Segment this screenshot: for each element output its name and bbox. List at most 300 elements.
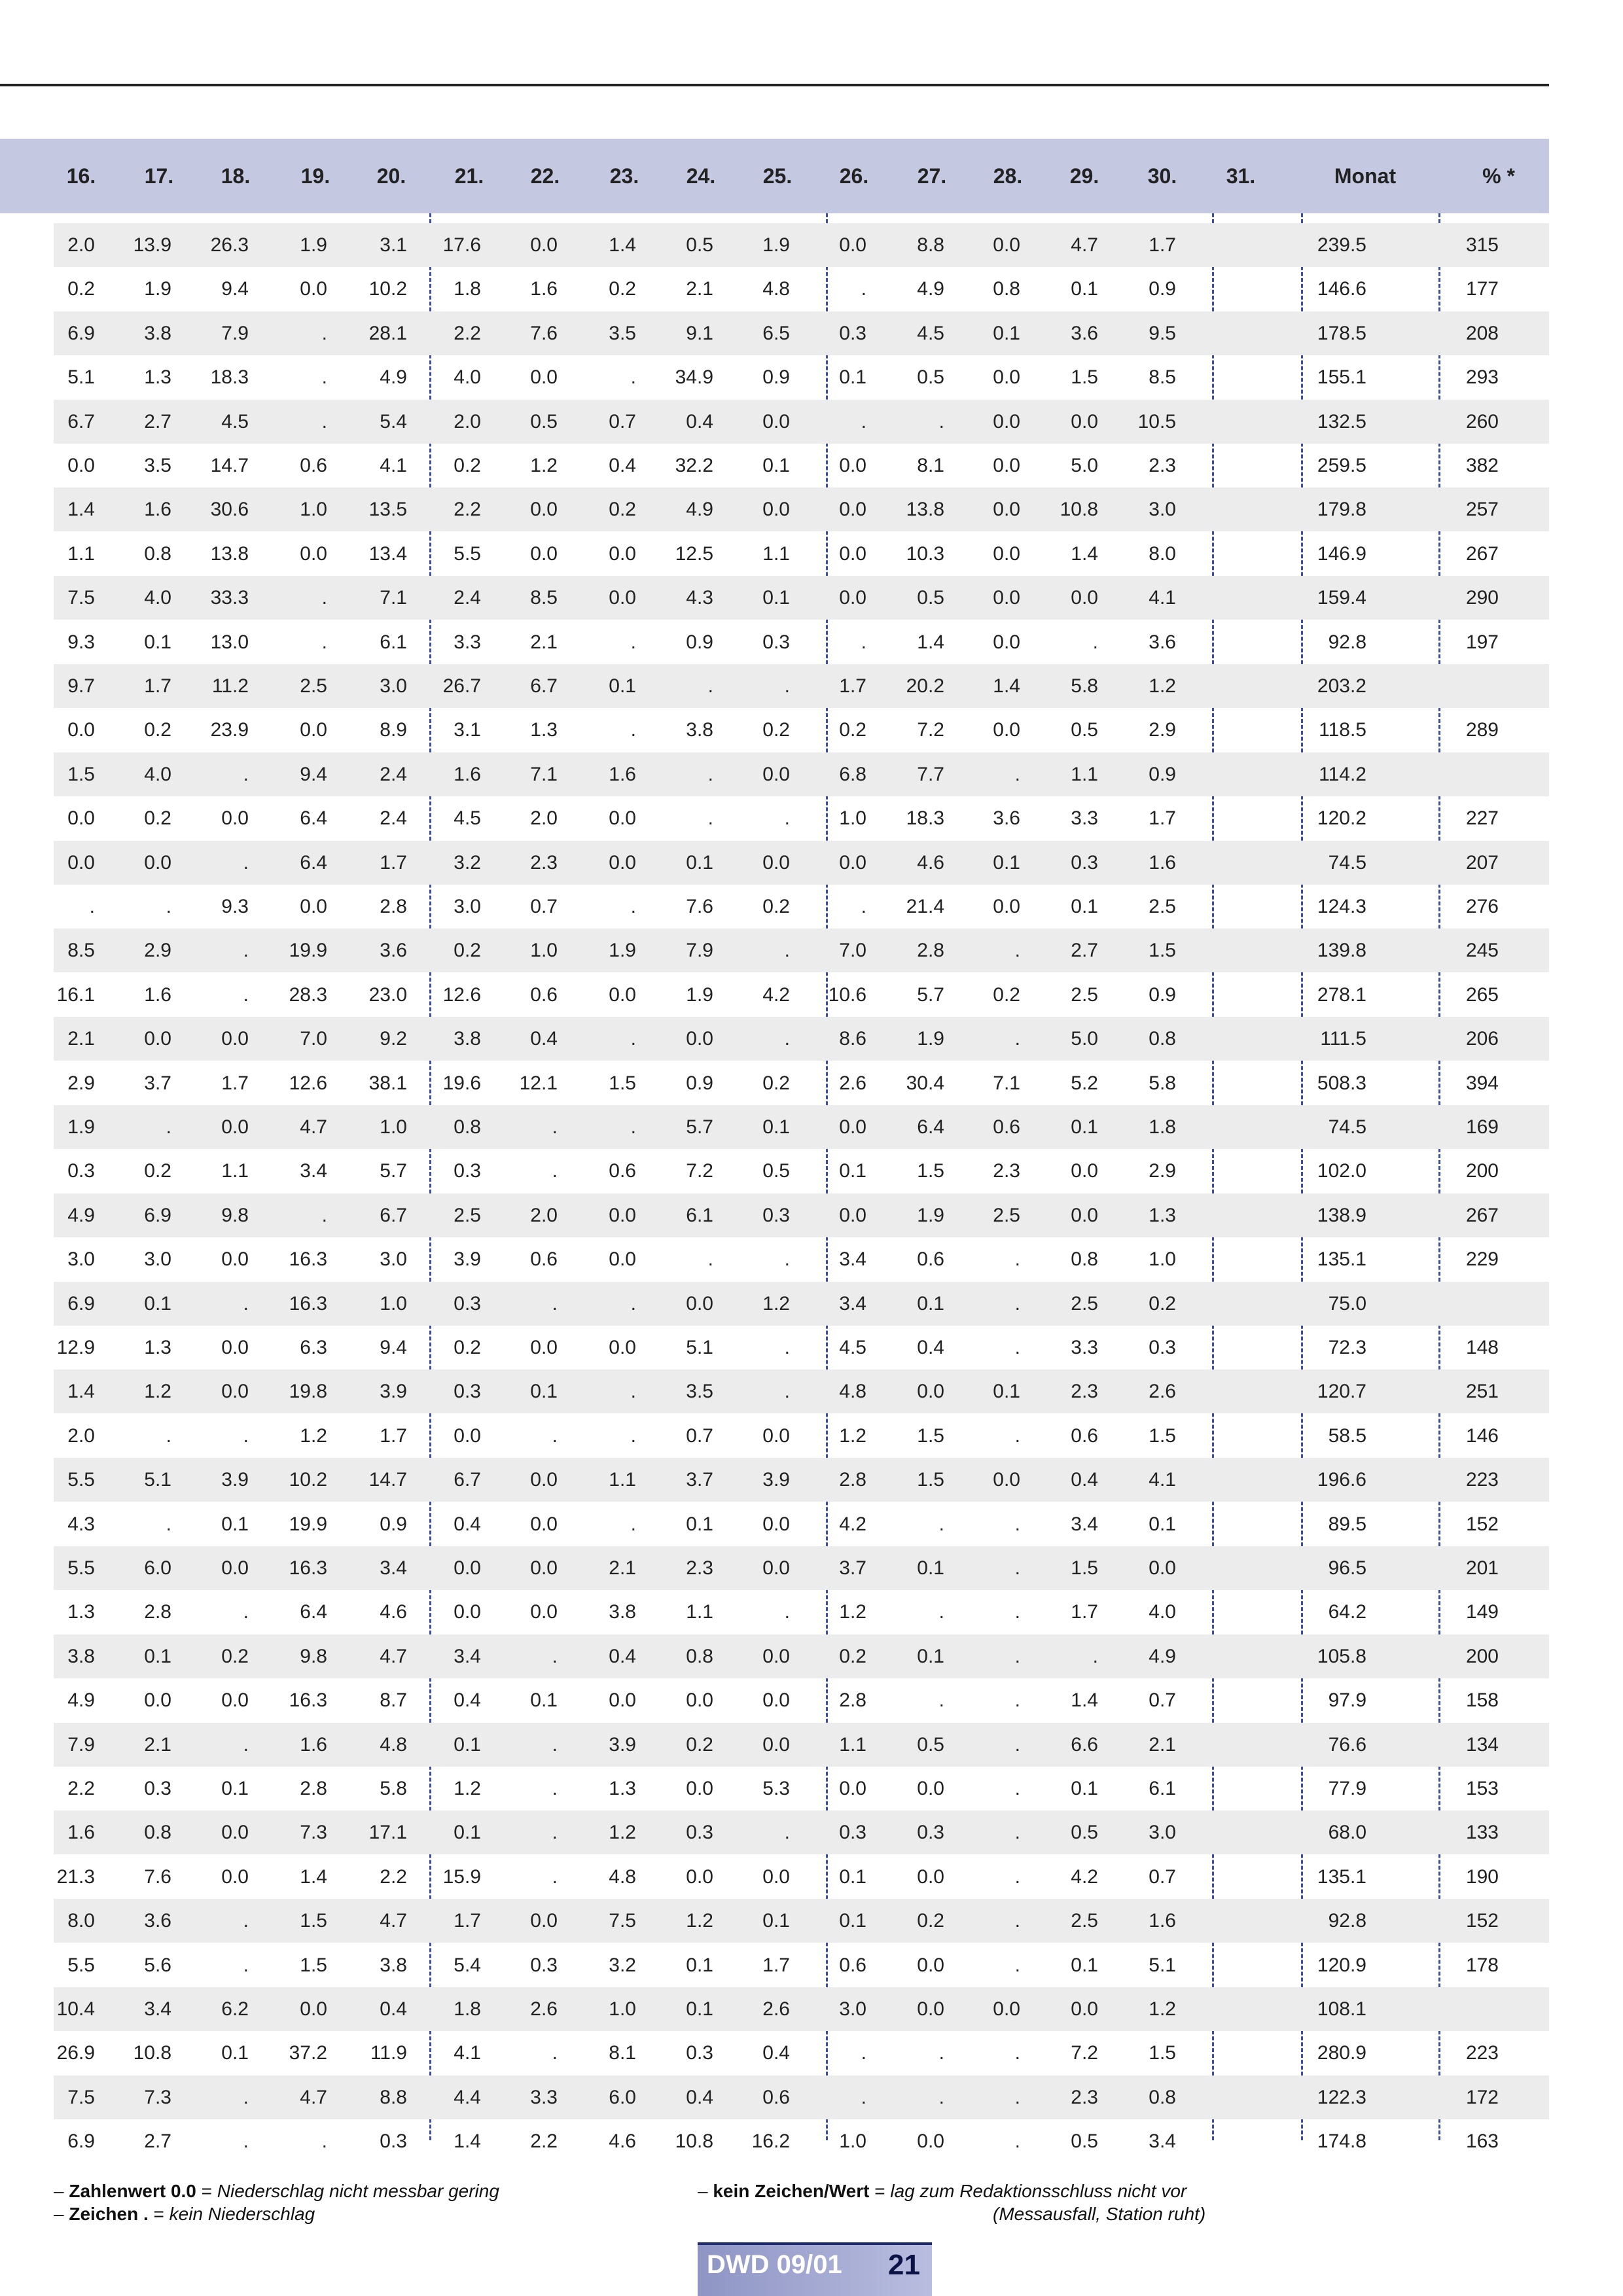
table-cell: 1.7 (380, 851, 407, 874)
table-cell: 2.5 (1071, 1910, 1098, 1932)
table-cell: 3.0 (67, 1248, 95, 1271)
table-cell: 0.0 (1071, 410, 1098, 433)
table-cell: . (1014, 1337, 1020, 1358)
table-cell: 0.0 (762, 851, 790, 874)
table-cell: 178.5 (1317, 322, 1366, 344)
table-cell (1175, 620, 1254, 664)
table-row (54, 1634, 1549, 1678)
table-cell: 206 (1465, 1028, 1499, 1050)
table-cell: 33.3 (210, 587, 249, 609)
table-cell: 0.0 (839, 587, 866, 609)
table-cell: 1.3 (609, 1778, 636, 1799)
table-cell: 5.0 (1071, 1028, 1098, 1050)
table-row (54, 223, 1549, 267)
table-cell: 3.4 (380, 1557, 407, 1579)
table-cell: 4.6 (917, 851, 944, 874)
table-cell (1175, 1369, 1254, 1413)
table-cell: 0.1 (1071, 1954, 1098, 1976)
table-cell: 68.0 (1328, 1822, 1366, 1844)
column-header: % * (1482, 164, 1515, 188)
table-cell: 3.9 (454, 1248, 481, 1271)
table-cell: 1.7 (762, 1954, 790, 1976)
table-cell: 0.2 (1149, 1292, 1176, 1315)
table-cell: 3.1 (380, 234, 407, 256)
table-cell: 14.7 (210, 455, 249, 476)
table-cell: 146 (1465, 1424, 1499, 1447)
table-cell: . (861, 896, 866, 917)
table-cell: 1.5 (1071, 1557, 1098, 1579)
table-cell: . (321, 366, 327, 389)
table-cell: 267 (1465, 1204, 1499, 1226)
table-cell: 0.0 (530, 1513, 558, 1535)
table-row (54, 1149, 1549, 1193)
table-cell: 6.7 (67, 410, 95, 433)
table-cell: 1.5 (1149, 1424, 1176, 1447)
table-cell: 1.6 (454, 763, 481, 785)
table-cell: . (630, 719, 636, 741)
table-cell: 6.4 (300, 807, 327, 830)
table-row (54, 1193, 1549, 1237)
table-cell: 4.5 (839, 1337, 866, 1358)
table-cell: 200 (1465, 1160, 1499, 1182)
table-cell (1420, 752, 1499, 796)
table-cell: 13.5 (368, 499, 407, 521)
table-cell (1175, 1458, 1254, 1502)
table-cell: 1.1 (1071, 763, 1098, 785)
table-cell: 0.5 (1071, 2130, 1098, 2153)
table-cell: 2.2 (67, 1778, 95, 1799)
table-cell: 0.6 (530, 983, 558, 1006)
table-cell: . (784, 1601, 790, 1623)
table-cell: 6.5 (762, 322, 790, 344)
table-cell: 0.2 (144, 1160, 171, 1182)
table-cell: 0.0 (762, 1557, 790, 1579)
table-cell: 0.0 (993, 455, 1020, 476)
table-cell: 1.4 (67, 499, 95, 521)
table-cell: 0.3 (917, 1822, 944, 1844)
table-cell: 0.1 (839, 1865, 866, 1888)
table-cell: 6.9 (67, 322, 95, 344)
legend-term: kein Zeichen/Wert (713, 2181, 870, 2201)
table-cell: 223 (1465, 1469, 1499, 1491)
table-cell: 190 (1465, 1865, 1499, 1888)
table-cell: 7.5 (67, 2086, 95, 2108)
table-cell: . (552, 2042, 558, 2064)
table-cell (1175, 1061, 1254, 1105)
table-cell: 3.6 (144, 1910, 171, 1932)
table-cell: . (166, 1424, 171, 1447)
legend-desc: kein Niederschlag (169, 2204, 315, 2224)
table-cell: 0.0 (530, 1910, 558, 1932)
table-cell: 4.1 (1149, 1469, 1176, 1491)
table-cell: 7.0 (300, 1028, 327, 1050)
table-cell: 7.5 (67, 587, 95, 609)
table-cell: 5.8 (380, 1778, 407, 1799)
table-cell: 0.1 (686, 1998, 713, 2020)
table-cell: 0.7 (609, 410, 636, 433)
table-cell: 118.5 (1319, 719, 1366, 741)
table-cell: 2.6 (839, 1072, 866, 1094)
table-cell: 0.0 (686, 1778, 713, 1799)
table-cell: 0.1 (1071, 1116, 1098, 1138)
table-cell: 19.8 (289, 1381, 327, 1403)
table-cell: 0.9 (686, 1072, 713, 1094)
table-cell: 2.3 (993, 1160, 1020, 1182)
table-cell: 0.0 (762, 763, 790, 785)
table-cell: 2.0 (67, 234, 95, 256)
table-cell: 8.5 (1149, 366, 1176, 389)
table-cell: 5.6 (144, 1954, 171, 1976)
table-row (54, 576, 1549, 620)
table-cell: 0.1 (762, 587, 790, 609)
table-cell: 3.0 (839, 1998, 866, 2020)
table-cell: . (1014, 1910, 1020, 1932)
table-row (54, 664, 1549, 708)
table-cell: 0.1 (221, 1513, 249, 1535)
table-cell: . (243, 1954, 249, 1976)
table-cell: 2.7 (144, 2130, 171, 2153)
table-cell: 2.6 (1149, 1381, 1176, 1403)
table-cell: . (630, 1424, 636, 1447)
table-cell: 1.9 (917, 1204, 944, 1226)
table-cell: 7.9 (686, 940, 713, 962)
table-cell: 0.7 (1149, 1689, 1176, 1712)
table-cell: 30.4 (906, 1072, 944, 1094)
table-cell: 1.5 (1149, 2042, 1176, 2064)
table-cell (1175, 576, 1254, 620)
table-cell: 0.0 (221, 1822, 249, 1844)
table-cell: . (938, 1601, 944, 1623)
table-cell: . (938, 410, 944, 433)
table-cell: 3.9 (609, 1733, 636, 1756)
table-cell: 7.1 (530, 763, 558, 785)
table-cell: 0.4 (917, 1337, 944, 1358)
table-cell: 0.3 (454, 1160, 481, 1182)
table-cell: 0.0 (762, 499, 790, 521)
table-cell: 2.3 (686, 1557, 713, 1579)
table-cell: 3.0 (380, 675, 407, 697)
table-cell: . (630, 1116, 636, 1138)
table-cell: 2.2 (530, 2130, 558, 2153)
table-cell: 4.6 (380, 1601, 407, 1623)
table-cell: 2.1 (1149, 1733, 1176, 1756)
table-cell: 0.0 (609, 983, 636, 1006)
table-cell: 0.3 (454, 1292, 481, 1315)
column-header: 27. (917, 164, 947, 188)
table-cell: 1.9 (144, 278, 171, 300)
table-cell: 0.0 (530, 1601, 558, 1623)
table-cell: 8.8 (917, 234, 944, 256)
top-rule (0, 84, 1549, 86)
table-cell: 2.1 (144, 1733, 171, 1756)
table-cell: 0.0 (839, 851, 866, 874)
table-cell: 74.5 (1328, 1116, 1366, 1138)
table-cell: 4.1 (1149, 587, 1176, 609)
table-cell: 0.0 (839, 1116, 866, 1138)
table-cell: 0.8 (144, 542, 171, 565)
table-cell: 8.5 (530, 587, 558, 609)
table-cell: 4.7 (1071, 234, 1098, 256)
footer-label: DWD 09/01 (707, 2250, 842, 2279)
table-cell: 0.0 (762, 1733, 790, 1756)
table-row (54, 973, 1549, 1017)
table-cell: 0.0 (839, 1204, 866, 1226)
table-cell: 16.2 (751, 2130, 790, 2153)
table-cell: 1.5 (1149, 940, 1176, 962)
table-cell: 4.1 (380, 455, 407, 476)
table-cell: 1.1 (686, 1601, 713, 1623)
table-cell: 10.8 (133, 2042, 171, 2064)
table-cell: . (552, 1292, 558, 1315)
table-row (54, 841, 1549, 885)
column-header: 24. (686, 164, 716, 188)
table-cell: 0.9 (1149, 763, 1176, 785)
table-cell: 0.5 (1071, 1822, 1098, 1844)
table-cell: 203.2 (1317, 675, 1366, 697)
table-cell: 10.4 (56, 1998, 95, 2020)
table-cell: 10.5 (1137, 410, 1176, 433)
table-cell: 9.4 (380, 1337, 407, 1358)
table-cell: 1.2 (839, 1601, 866, 1623)
table-cell: 4.0 (144, 587, 171, 609)
table-cell: 92.8 (1328, 631, 1366, 653)
table-cell: 0.0 (1071, 1160, 1098, 1182)
table-cell: 208 (1465, 322, 1499, 344)
table-cell: 3.4 (839, 1248, 866, 1271)
table-row (54, 2075, 1549, 2119)
table-cell: 3.6 (1149, 631, 1176, 653)
legend-item-zeichen: – Zeichen . = kein Niederschlag (54, 2204, 315, 2224)
table-cell: 5.1 (686, 1337, 713, 1358)
table-cell: 2.0 (67, 1424, 95, 1447)
table-cell: 3.2 (609, 1954, 636, 1976)
table-cell: 0.0 (993, 542, 1020, 565)
table-cell: 1.8 (454, 1998, 481, 2020)
table-cell: 17.6 (442, 234, 481, 256)
table-cell: 10.8 (675, 2130, 713, 2153)
table-cell: . (243, 1910, 249, 1932)
table-cell: 7.2 (917, 719, 944, 741)
table-cell: 4.1 (454, 2042, 481, 2064)
table-cell: 3.3 (530, 2086, 558, 2108)
table-cell (1175, 355, 1254, 399)
table-row (54, 1282, 1549, 1326)
table-cell: 1.3 (144, 1337, 171, 1358)
table-cell: 0.0 (221, 1381, 249, 1403)
table-cell: . (1014, 763, 1020, 785)
table-cell: 207 (1465, 851, 1499, 874)
table-cell (1175, 973, 1254, 1017)
table-cell: 4.0 (144, 763, 171, 785)
table-cell: 2.4 (380, 807, 407, 830)
table-cell: 2.2 (454, 322, 481, 344)
table-cell: 0.2 (454, 940, 481, 962)
table-cell: 0.2 (762, 719, 790, 741)
table-cell: 28.3 (289, 983, 327, 1006)
table-cell: 2.8 (144, 1601, 171, 1623)
table-cell: 0.3 (1149, 1337, 1176, 1358)
table-cell: 2.9 (1149, 1160, 1176, 1182)
table-cell: 0.0 (993, 410, 1020, 433)
table-cell: 0.0 (762, 1513, 790, 1535)
table-cell: 30.6 (210, 499, 249, 521)
table-cell: 1.1 (221, 1160, 249, 1182)
table-cell (1175, 400, 1254, 444)
table-cell: 26.7 (442, 675, 481, 697)
table-cell: 3.9 (762, 1469, 790, 1491)
table-cell: 10.2 (289, 1469, 327, 1491)
table-cell: 7.6 (686, 896, 713, 917)
table-cell: . (938, 1689, 944, 1712)
table-cell: 6.4 (300, 1601, 327, 1623)
table-cell (1175, 1810, 1254, 1854)
table-cell: 0.2 (144, 719, 171, 741)
table-row (54, 1017, 1549, 1061)
table-cell: . (243, 1601, 249, 1623)
table-cell: 120.7 (1317, 1381, 1366, 1403)
table-cell: . (707, 1248, 713, 1271)
table-cell: 0.0 (454, 1557, 481, 1579)
table-cell: 3.8 (609, 1601, 636, 1623)
table-cell: 3.0 (144, 1248, 171, 1271)
table-cell: 0.0 (609, 807, 636, 830)
table-cell: 5.2 (1071, 1072, 1098, 1094)
table-cell: . (243, 983, 249, 1006)
table-cell: 0.9 (380, 1513, 407, 1535)
table-cell: 1.4 (917, 631, 944, 653)
table-cell: . (243, 2086, 249, 2108)
table-cell: 2.9 (144, 940, 171, 962)
table-cell: 3.6 (1071, 322, 1098, 344)
table-cell: 0.1 (454, 1822, 481, 1844)
table-row (54, 1458, 1549, 1502)
table-cell: 0.8 (454, 1116, 481, 1138)
table-cell: 58.5 (1328, 1424, 1366, 1447)
table-cell: . (552, 1160, 558, 1182)
table-cell: 1.5 (609, 1072, 636, 1094)
table-cell: 4.3 (67, 1513, 95, 1535)
table-cell: 0.3 (839, 1822, 866, 1844)
table-cell: . (1014, 1822, 1020, 1844)
table-cell: 6.9 (144, 1204, 171, 1226)
table-cell: 2.8 (839, 1469, 866, 1491)
table-cell: 1.0 (530, 940, 558, 962)
table-cell: 1.7 (1149, 807, 1176, 830)
table-row (54, 1899, 1549, 1943)
table-row (54, 1678, 1549, 1722)
table-cell: 0.3 (454, 1381, 481, 1403)
table-cell (1420, 1987, 1499, 2031)
table-cell: 138.9 (1317, 1204, 1366, 1226)
table-cell: 0.3 (380, 2130, 407, 2153)
table-row (54, 708, 1549, 752)
table-cell: . (707, 675, 713, 697)
table-cell: . (1014, 1292, 1020, 1315)
table-cell: 0.0 (762, 1865, 790, 1888)
table-cell: 0.9 (686, 631, 713, 653)
table-cell: 0.2 (454, 1337, 481, 1358)
table-cell: 18.3 (906, 807, 944, 830)
table-cell: 2.2 (454, 499, 481, 521)
table-cell: 0.3 (686, 2042, 713, 2064)
table-cell: 0.0 (67, 851, 95, 874)
table-cell: 7.3 (144, 2086, 171, 2108)
table-cell: . (552, 1778, 558, 1799)
table-cell: 3.3 (454, 631, 481, 653)
table-cell: . (1014, 1424, 1020, 1447)
table-row (54, 620, 1549, 664)
table-cell: 7.2 (686, 1160, 713, 1182)
table-cell: 139.8 (1317, 940, 1366, 962)
table-row (54, 1855, 1549, 1899)
table-cell: 0.6 (839, 1954, 866, 1976)
table-cell: 0.1 (221, 2042, 249, 2064)
table-cell: 0.4 (609, 1645, 636, 1667)
table-cell: 4.9 (380, 366, 407, 389)
table-cell (1175, 1414, 1254, 1458)
table-cell: 1.3 (1149, 1204, 1176, 1226)
table-cell: 0.0 (686, 1689, 713, 1712)
table-cell: . (938, 2042, 944, 2064)
table-cell (1175, 1767, 1254, 1810)
table-cell: 2.5 (1071, 983, 1098, 1006)
table-cell: . (89, 896, 95, 917)
table-cell: 1.0 (609, 1998, 636, 2020)
table-cell: 0.0 (993, 1469, 1020, 1491)
table-cell: 0.5 (1071, 719, 1098, 741)
column-header: 28. (993, 164, 1023, 188)
legend-desc: lag zum Redaktionsschluss nicht vor (890, 2181, 1187, 2201)
table-cell: . (552, 1865, 558, 1888)
table-row (54, 1987, 1549, 2031)
table-cell: 3.0 (1149, 499, 1176, 521)
table-cell: 1.5 (67, 763, 95, 785)
table-cell: 0.9 (762, 366, 790, 389)
table-cell: 2.5 (1149, 896, 1176, 917)
table-cell: 0.1 (144, 1645, 171, 1667)
table-cell: . (243, 2130, 249, 2153)
table-cell: 1.4 (67, 1381, 95, 1403)
table-cell: 4.8 (762, 278, 790, 300)
table-cell: 223 (1465, 2042, 1499, 2064)
table-cell: 2.0 (454, 410, 481, 433)
table-cell: 0.0 (762, 1424, 790, 1447)
table-cell: 0.0 (144, 1028, 171, 1050)
table-row (54, 444, 1549, 487)
table-cell: 3.3 (1071, 807, 1098, 830)
table-cell: . (1014, 2086, 1020, 2108)
table-cell: . (321, 2130, 327, 2153)
table-cell: 0.2 (454, 455, 481, 476)
table-cell: 0.0 (300, 719, 327, 741)
column-header: Monat (1334, 164, 1397, 188)
table-cell: 9.4 (221, 278, 249, 300)
table-row (54, 1326, 1549, 1369)
table-cell: 1.7 (454, 1910, 481, 1932)
table-cell: 97.9 (1328, 1689, 1366, 1712)
table-cell: . (243, 851, 249, 874)
table-cell: 14.7 (368, 1469, 407, 1491)
table-cell: . (707, 763, 713, 785)
table-cell (1175, 2119, 1254, 2163)
table-cell: 4.7 (300, 2086, 327, 2108)
table-cell: 0.0 (530, 366, 558, 389)
table-cell: 16.3 (289, 1292, 327, 1315)
table-cell: 265 (1465, 983, 1499, 1006)
table-cell: 0.0 (530, 542, 558, 565)
table-cell: 21.4 (906, 896, 944, 917)
table-cell: . (166, 1513, 171, 1535)
